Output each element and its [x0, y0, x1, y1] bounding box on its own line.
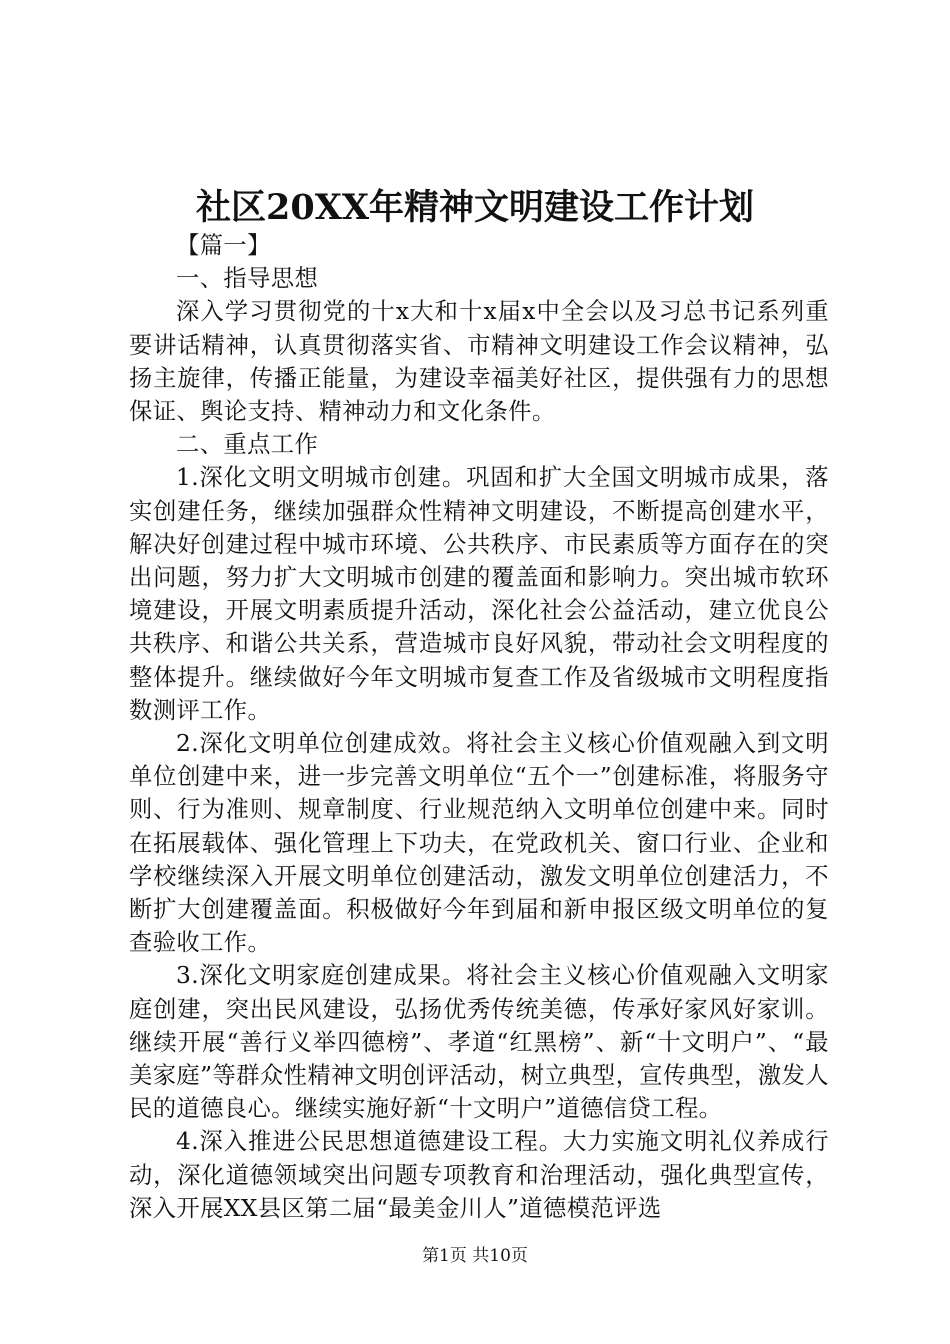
heading-key-work: 二、重点工作 — [176, 431, 319, 459]
paragraph-item-2: 2.深化文明单位创建成效。将社会主义核心价值观融入到文明单位创建中来，进一步完善文明单位“五个一”创建标准，将服务守则、行为准则、规章制度、行业规范纳入文明单位创建中来。同时在拓展载体、强化管理上下功夫，在党政机关、窗口行业、企业和学校继续深入开展文明单位创建活动，激发文明单位创建活力，不断扩大创建覆盖面。积极做好今年到届和新申报区级文明单位的复查验收工作。 — [129, 730, 829, 957]
paragraph-item-1: 1.深化文明文明城市创建。巩固和扩大全国文明城市成果，落实创建任务，继续加强群众性精神文明建设，不断提高创建水平，解决好创建过程中城市环境、公共秩序、市民素质等方面存在的突出问题，努力扩大文明城市创建的覆盖面和影响力。突出城市软环境建设，开展文明素质提升活动，深化社会公益活动，建立优良公共秩序、和谐公共关系，营造城市良好风貌，带动社会文明程度的整体提升。继续做好今年文明城市复查工作及省级城市文明程度指数测评工作。 — [129, 464, 829, 724]
paragraph-item-4: 4.深入推进公民思想道德建设工程。大力实施文明礼仪养成行动，深化道德领域突出问题专项教育和治理活动，强化典型宣传，深入开展XX县区第二届“最美金川人”道德模范评选 — [129, 1128, 829, 1222]
document-title: 社区20XX年精神文明建设工作计划 — [195, 187, 755, 228]
paragraph-guiding-thought: 深入学习贯彻党的十x大和十x届x中全会以及习总书记系列重要讲话精神，认真贯彻落实省、市精神文明建设工作会议精神，弘扬主旋律，传播正能量，为建设幸福美好社区，提供强有力的思想保证、舆论支持、精神动力和文化条件。 — [129, 298, 829, 426]
section-label: 【篇一】 — [176, 232, 271, 259]
paragraph-item-3: 3.深化文明家庭创建成果。将社会主义核心价值观融入文明家庭创建，突出民风建设，弘扬优秀传统美德，传承好家风好家训。继续开展“善行义举四德榜”、孝道“红黑榜”、新“十文明户”、“最美家庭”等群众性精神文明创评活动，树立典型，宣传典型，激发人民的道德良心。继续实施好新“十文明户”道德信贷工程。 — [129, 962, 829, 1123]
page-footer: 第1页 共10页 — [422, 1246, 528, 1266]
heading-guiding-thought: 一、指导思想 — [176, 265, 319, 293]
document-body — [129, 229, 829, 1225]
